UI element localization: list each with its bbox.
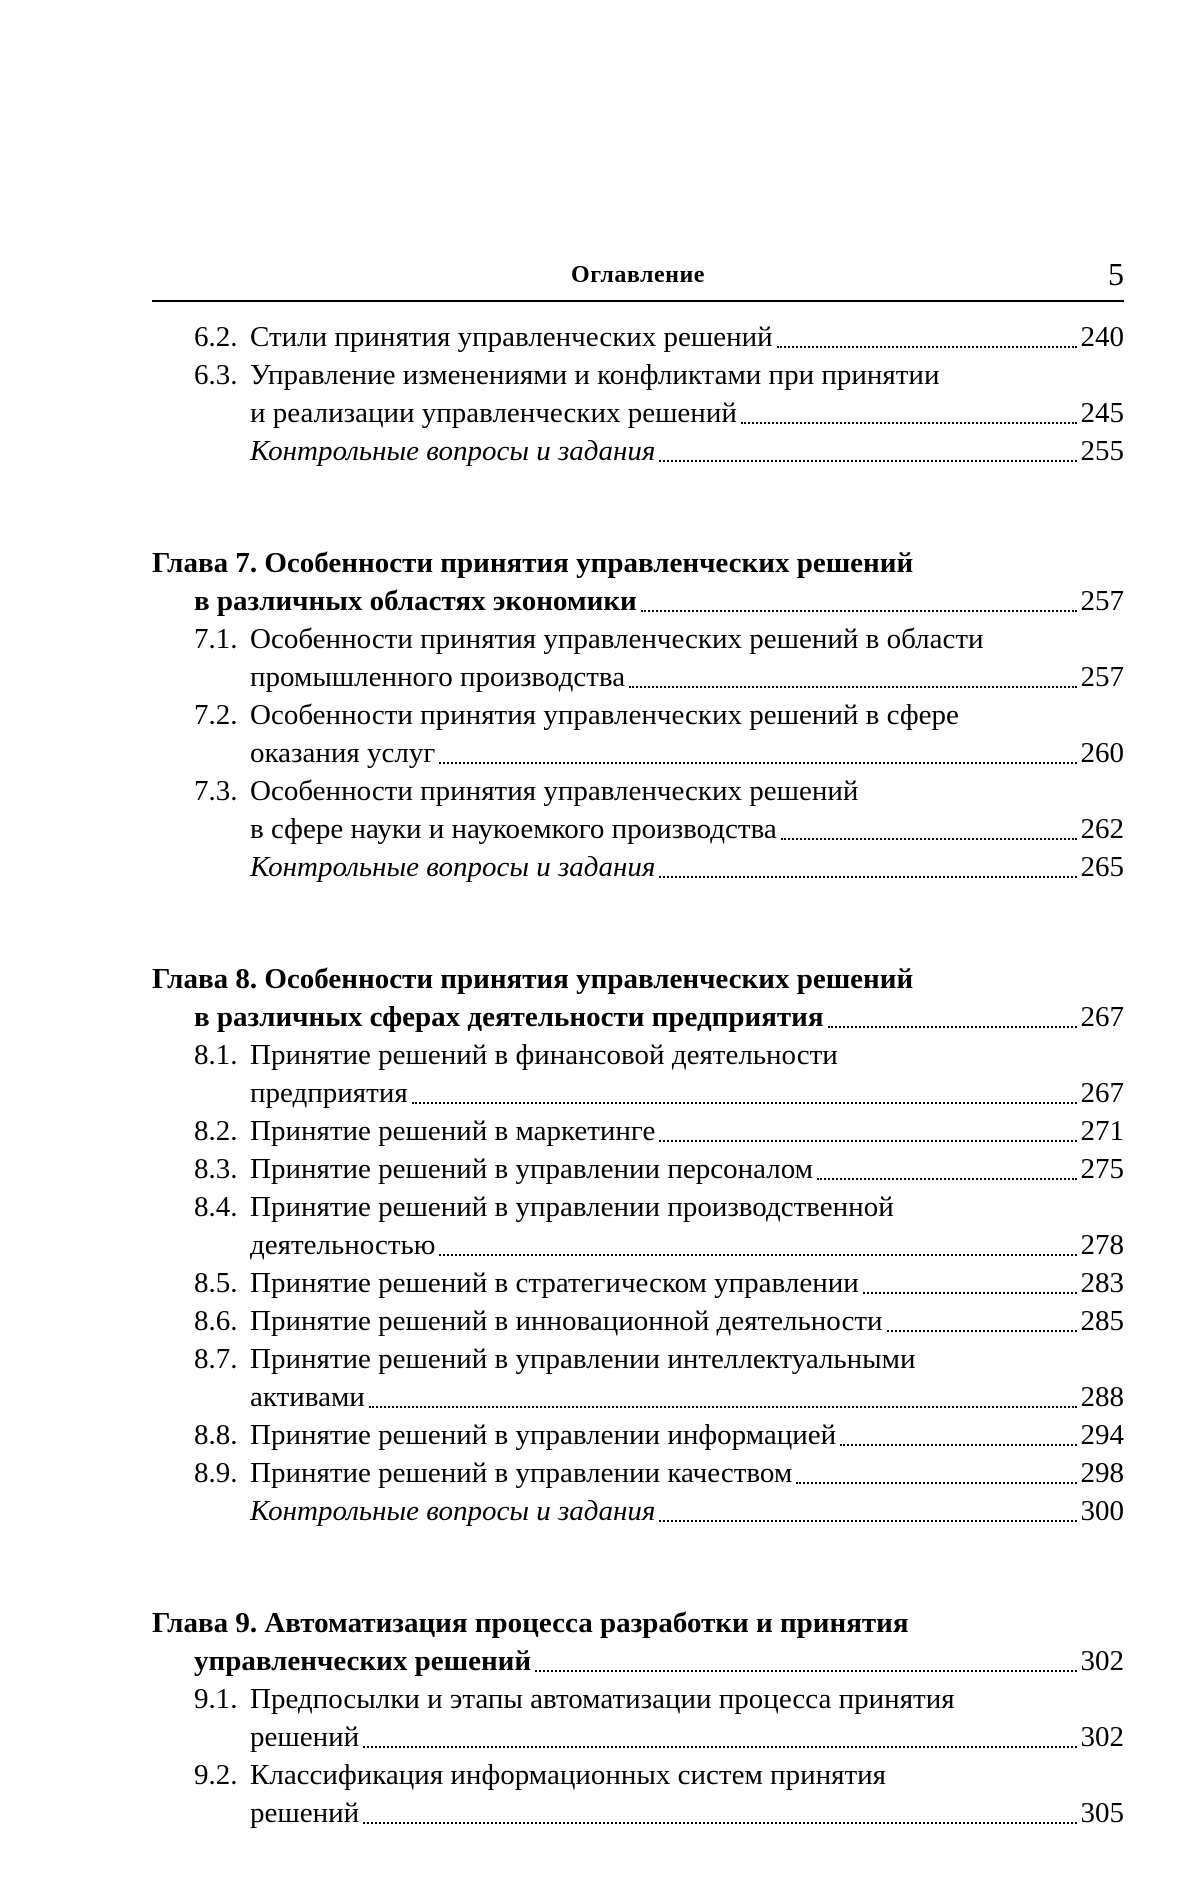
dot-leader (817, 1177, 1077, 1180)
dot-leader (659, 875, 1076, 878)
toc-number: 6.2. (194, 321, 238, 353)
dot-leader (659, 1519, 1076, 1522)
toc-entry-8-7[interactable] (152, 1340, 1124, 1416)
chapter-title: управленческих решений (194, 1645, 532, 1677)
dot-leader (439, 1253, 1076, 1256)
toc-chapter-9[interactable] (152, 1604, 1124, 1680)
dot-leader (363, 1745, 1076, 1748)
toc-number: 6.3. (194, 359, 238, 391)
dot-leader (363, 1821, 1076, 1824)
toc-entry-7-3[interactable] (152, 772, 1124, 848)
toc-title: Принятие решений в инновационной деятельности (250, 1305, 883, 1337)
dot-leader (659, 459, 1076, 462)
toc-number: 8.3. (194, 1153, 238, 1185)
dot-leader (659, 1139, 1076, 1142)
toc-entry-8-9[interactable] (152, 1454, 1124, 1492)
dot-leader (641, 609, 1077, 612)
toc-entry-6-2[interactable] (152, 318, 1124, 356)
toc-title-line: Принятие решений в финансовой деятельности (250, 1039, 838, 1071)
toc-page: 302 (1080, 1645, 1124, 1677)
dot-leader (863, 1291, 1077, 1294)
dot-leader (840, 1443, 1076, 1446)
toc-page: 245 (1080, 397, 1124, 429)
toc-title: Принятие решений в маркетинге (250, 1115, 656, 1147)
toc-page: 257 (1080, 661, 1124, 693)
toc-page: 302 (1080, 1721, 1124, 1753)
toc-entry-questions-6[interactable] (152, 432, 1124, 470)
toc-entry-8-6[interactable] (152, 1302, 1124, 1340)
toc-entry-8-4[interactable] (152, 1188, 1124, 1264)
toc-page: 240 (1080, 321, 1124, 353)
toc-page: 305 (1080, 1797, 1124, 1829)
toc-page: 260 (1080, 737, 1124, 769)
toc-title: Контрольные вопросы и задания (250, 851, 656, 883)
toc-chapter-7[interactable] (152, 544, 1124, 620)
toc-title: Стили принятия управленческих решений (250, 321, 773, 353)
toc-entry-8-8[interactable] (152, 1416, 1124, 1454)
toc-page: 288 (1080, 1381, 1124, 1413)
toc-page: 255 (1080, 435, 1124, 467)
dot-leader (828, 1025, 1077, 1028)
toc-page: 257 (1080, 585, 1124, 617)
toc-number: 8.2. (194, 1115, 238, 1147)
toc-title: Контрольные вопросы и задания (250, 435, 656, 467)
toc-entry-7-1[interactable] (152, 620, 1124, 696)
toc-title: Принятие решений в управлении информацией (250, 1419, 837, 1451)
toc-title: Принятие решений в управлении качеством (250, 1457, 793, 1489)
toc-number: 7.3. (194, 775, 238, 807)
chapter-title: в различных областях экономики (194, 585, 637, 617)
toc-page: 275 (1080, 1153, 1124, 1185)
toc-entry-6-3[interactable] (152, 356, 1124, 432)
toc-chapter-8[interactable] (152, 960, 1124, 1036)
toc-title-line: Предпосылки и этапы автоматизации процесса принятия (250, 1683, 955, 1715)
toc-title: Принятие решений в стратегическом управлении (250, 1267, 859, 1299)
toc-title: предприятия (250, 1077, 408, 1109)
toc-entry-questions-7[interactable] (152, 848, 1124, 886)
toc-entry-9-2[interactable] (152, 1756, 1124, 1832)
toc-number: 8.9. (194, 1457, 238, 1489)
toc-entry-questions-8[interactable] (152, 1492, 1124, 1530)
toc-page: 262 (1080, 813, 1124, 845)
toc-title: активами (250, 1381, 365, 1413)
toc-title: решений (250, 1721, 360, 1753)
toc-page: 265 (1080, 851, 1124, 883)
toc-entry-7-2[interactable] (152, 696, 1124, 772)
dot-leader (781, 837, 1077, 840)
toc-title: Принятие решений в управлении персоналом (250, 1153, 813, 1185)
dot-leader (535, 1669, 1076, 1672)
toc-number: 8.6. (194, 1305, 238, 1337)
toc-page: 278 (1080, 1229, 1124, 1261)
dot-leader (796, 1481, 1076, 1484)
toc-page: 285 (1080, 1305, 1124, 1337)
chapter-title-line: Глава 7. Особенности принятия управленческих решений (152, 547, 914, 579)
chapter-title: в различных сферах деятельности предприятия (194, 1001, 824, 1033)
toc-number: 8.8. (194, 1419, 238, 1451)
chapter-title-line: Глава 8. Особенности принятия управленческих решений (152, 963, 914, 995)
toc-title: оказания услуг (250, 737, 436, 769)
toc-title: деятельностью (250, 1229, 436, 1261)
toc-entry-8-3[interactable] (152, 1150, 1124, 1188)
running-title: Оглавление (571, 262, 705, 288)
dot-leader (741, 421, 1077, 424)
dot-leader (777, 345, 1077, 348)
toc-number: 7.1. (194, 623, 238, 655)
table-of-contents (152, 318, 1124, 1832)
running-head (152, 256, 1124, 302)
toc-page: 298 (1080, 1457, 1124, 1489)
toc-number: 8.4. (194, 1191, 238, 1223)
toc-number: 8.5. (194, 1267, 238, 1299)
toc-title-line: Принятие решений в управлении производственной (250, 1191, 894, 1223)
toc-page: 271 (1080, 1115, 1124, 1147)
toc-title-line: Особенности принятия управленческих решений в области (250, 623, 984, 655)
document-page (152, 0, 1124, 1885)
toc-title-line: Управление изменениями и конфликтами при принятии (250, 359, 940, 391)
toc-number: 8.1. (194, 1039, 238, 1071)
toc-title: и реализации управленческих решений (250, 397, 737, 429)
toc-entry-8-1[interactable] (152, 1036, 1124, 1112)
toc-number: 9.2. (194, 1759, 238, 1791)
toc-title-line: Особенности принятия управленческих решений в сфере (250, 699, 959, 731)
toc-page: 267 (1080, 1077, 1124, 1109)
toc-title-line: Особенности принятия управленческих решений (250, 775, 859, 807)
toc-page: 294 (1080, 1419, 1124, 1451)
toc-number: 9.1. (194, 1683, 238, 1715)
toc-entry-8-5[interactable] (152, 1264, 1124, 1302)
dot-leader (369, 1405, 1077, 1408)
dot-leader (412, 1101, 1077, 1104)
dot-leader (629, 685, 1076, 688)
toc-title: промышленного производства (250, 661, 626, 693)
toc-title: в сфере науки и наукоемкого производства (250, 813, 777, 845)
toc-title: решений (250, 1797, 360, 1829)
chapter-title-line: Глава 9. Автоматизация процесса разработки и принятия (152, 1607, 909, 1639)
toc-entry-9-1[interactable] (152, 1680, 1124, 1756)
page-number: 5 (1108, 256, 1124, 292)
toc-page: 267 (1080, 1001, 1124, 1033)
toc-page: 283 (1080, 1267, 1124, 1299)
toc-number: 7.2. (194, 699, 238, 731)
toc-page: 300 (1080, 1495, 1124, 1527)
dot-leader (439, 761, 1076, 764)
toc-title: Контрольные вопросы и задания (250, 1495, 656, 1527)
toc-title-line: Классификация информационных систем принятия (250, 1759, 886, 1791)
toc-number: 8.7. (194, 1343, 238, 1375)
dot-leader (887, 1329, 1077, 1332)
toc-entry-8-2[interactable] (152, 1112, 1124, 1150)
toc-title-line: Принятие решений в управлении интеллектуальными (250, 1343, 916, 1375)
